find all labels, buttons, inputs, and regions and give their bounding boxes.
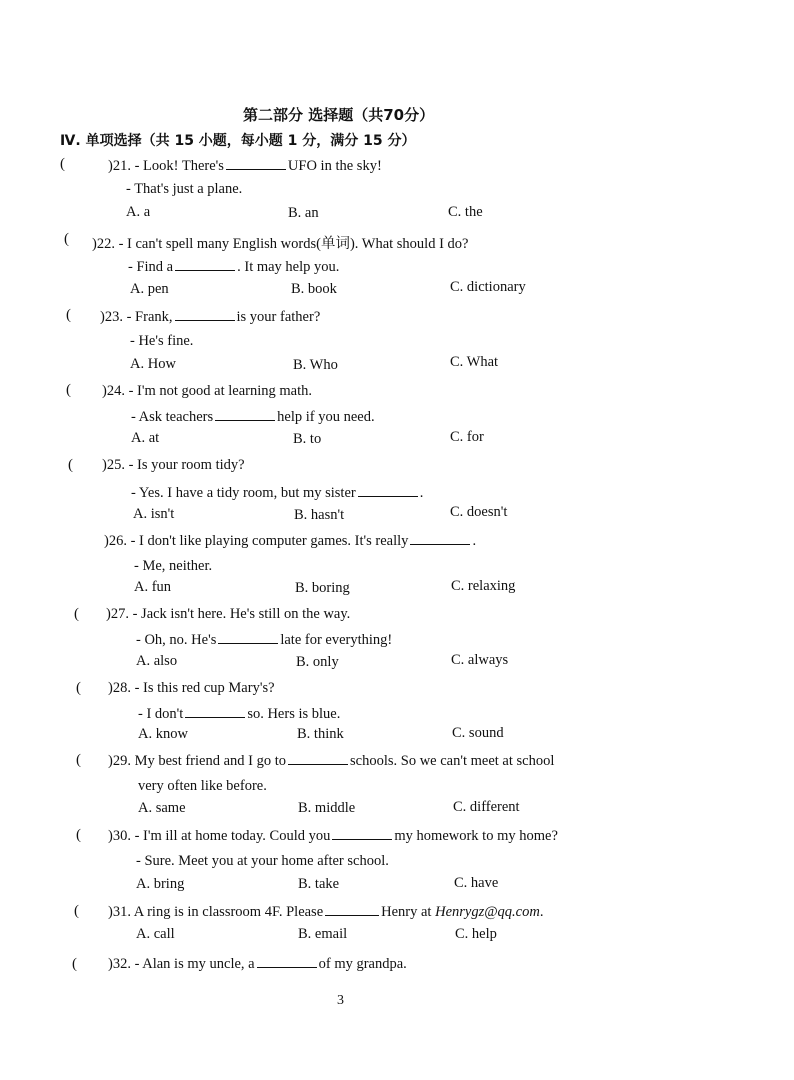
option-a: A. a bbox=[126, 204, 151, 220]
option-c: C. relaxing bbox=[451, 578, 516, 594]
part-title: 第二部分 选择题（共70分） bbox=[243, 106, 435, 124]
question-reply: - Me, neither. bbox=[134, 558, 213, 574]
answer-paren: ( bbox=[76, 827, 81, 843]
answer-paren: ( bbox=[66, 382, 71, 398]
option-a: A. same bbox=[138, 800, 186, 816]
option-c: C. help bbox=[455, 926, 497, 942]
question-reply: - Yes. I have a tidy room, but my sister . bbox=[131, 485, 424, 501]
question-reply: very often like before. bbox=[138, 778, 267, 794]
option-a: A. bring bbox=[136, 876, 185, 892]
question-stem: )25. - Is your room tidy? bbox=[102, 457, 245, 473]
answer-paren: ( bbox=[76, 680, 81, 696]
option-c: C. What bbox=[450, 354, 499, 370]
option-c: C. always bbox=[451, 652, 509, 668]
answer-paren: ( bbox=[64, 231, 69, 247]
answer-blank bbox=[410, 532, 470, 545]
answer-blank bbox=[332, 827, 392, 840]
email-address: Henrygz@qq.com bbox=[435, 904, 540, 920]
option-b: B. only bbox=[296, 654, 339, 670]
section-title: Ⅳ. 单项选择（共 15 小题，每小题 1 分，满分 15 分） bbox=[60, 133, 416, 149]
answer-blank bbox=[325, 903, 379, 916]
option-c: C. different bbox=[453, 799, 520, 815]
question-reply: - Sure. Meet you at your home after school. bbox=[136, 853, 389, 869]
page-number: 3 bbox=[337, 993, 344, 1008]
option-a: A. How bbox=[130, 356, 176, 372]
option-c: C. sound bbox=[452, 725, 504, 741]
option-b: B. middle bbox=[298, 800, 356, 816]
question-reply: - That's just a plane. bbox=[126, 181, 243, 197]
answer-paren: ( bbox=[76, 752, 81, 768]
option-a: A. call bbox=[136, 926, 175, 942]
option-c: C. for bbox=[450, 429, 484, 445]
question-stem: )27. - Jack isn't here. He's still on the way. bbox=[106, 606, 351, 622]
question-reply: - I don't so. Hers is blue. bbox=[138, 706, 341, 722]
option-a: A. also bbox=[136, 653, 178, 669]
question-reply: - Find a . It may help you. bbox=[128, 259, 340, 275]
option-a: A. at bbox=[131, 430, 160, 446]
question-reply: - Oh, no. He's late for everything! bbox=[136, 632, 393, 648]
question-stem: )32. - Alan is my uncle, a of my grandpa. bbox=[108, 956, 407, 972]
option-a: A. know bbox=[138, 726, 188, 742]
answer-paren: ( bbox=[72, 956, 77, 972]
answer-paren: ( bbox=[60, 156, 65, 172]
answer-blank bbox=[185, 705, 245, 718]
option-b: B. to bbox=[293, 431, 322, 447]
option-b: B. think bbox=[297, 726, 344, 742]
question-stem: )26. - I don't like playing computer games. It's really . bbox=[104, 533, 477, 549]
answer-paren: ( bbox=[66, 307, 71, 323]
answer-blank bbox=[288, 752, 348, 765]
answer-blank bbox=[175, 258, 235, 271]
option-c: C. have bbox=[454, 875, 499, 891]
question-stem: )28. - Is this red cup Mary's? bbox=[108, 680, 275, 696]
option-b: B. Who bbox=[293, 357, 338, 373]
option-a: A. pen bbox=[130, 281, 169, 297]
question-reply: - He's fine. bbox=[130, 333, 194, 349]
answer-blank bbox=[175, 308, 235, 321]
option-c: C. the bbox=[448, 204, 483, 220]
option-b: B. book bbox=[291, 281, 337, 297]
option-c: C. dictionary bbox=[450, 279, 526, 295]
option-b: B. an bbox=[288, 205, 319, 221]
option-b: B. take bbox=[298, 876, 340, 892]
option-b: B. hasn't bbox=[294, 507, 345, 523]
question-stem: )31. A ring is in classroom 4F. Please Henry at Henrygz@qq.com. bbox=[108, 904, 544, 920]
answer-paren: ( bbox=[74, 606, 79, 622]
option-b: B. email bbox=[298, 926, 348, 942]
answer-blank bbox=[215, 408, 275, 421]
question-stem: )24. - I'm not good at learning math. bbox=[102, 383, 313, 399]
option-c: C. doesn't bbox=[450, 504, 508, 520]
answer-blank bbox=[218, 631, 278, 644]
option-b: B. boring bbox=[295, 580, 350, 596]
answer-paren: ( bbox=[74, 903, 79, 919]
option-a: A. isn't bbox=[133, 506, 175, 522]
answer-blank bbox=[226, 157, 286, 170]
answer-blank bbox=[257, 955, 317, 968]
question-reply: - Ask teachers help if you need. bbox=[131, 409, 375, 425]
answer-paren: ( bbox=[68, 457, 73, 473]
question-stem: )22. - I can't spell many English words(单词). What should I do? bbox=[92, 236, 469, 252]
question-stem: )30. - I'm ill at home today. Could you my homework to my home? bbox=[108, 828, 558, 844]
answer-blank bbox=[358, 484, 418, 497]
option-a: A. fun bbox=[134, 579, 172, 595]
question-stem: )29. My best friend and I go to schools. So we can't meet at school bbox=[108, 753, 555, 769]
question-stem: )23. - Frank, is your father? bbox=[100, 309, 321, 325]
question-stem: )21. - Look! There's UFO in the sky! bbox=[108, 158, 382, 174]
